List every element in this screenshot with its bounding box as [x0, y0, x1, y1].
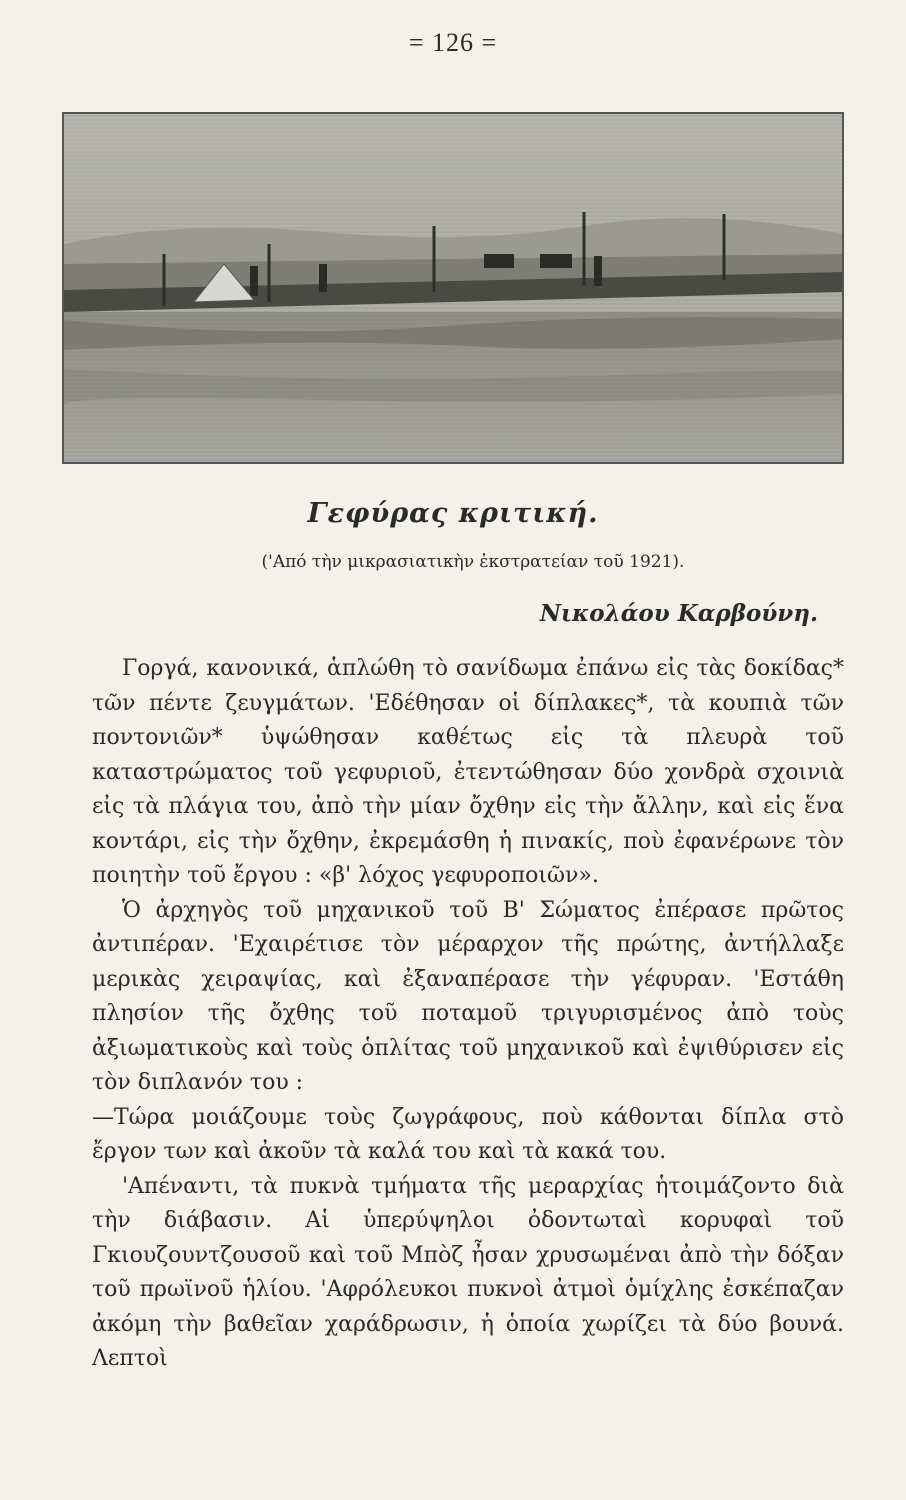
article-body: [92, 652, 844, 1377]
article-author: Νικολάου Καρβούνη.: [539, 600, 818, 627]
article-title: Γεφύρας κριτική.: [307, 498, 599, 529]
paragraph: —Τώρα μοιάζουμε τοὺς ζωγράφους, ποὺ κάθονται δίπλα στὸ ἔργον των καὶ ἀκοῦν τὰ καλά του καὶ τὰ κακά του.: [92, 1104, 844, 1164]
bridge-photograph: [62, 112, 844, 464]
paragraph: Γοργά, κανονικά, ἁπλώθη τὸ σανίδωμα ἐπάνω εἰς τὰς δοκίδας* τῶν πέντε ζευγμάτων. 'Εδέθησαν οἱ δίπλακες*, τὰ κουπιὰ τῶν ποντονιῶν* ὑψώθησαν καθέτως εἰς τὰ πλευρὰ τοῦ καταστρώματος τοῦ γεφυριοῦ, ἐτεντώθησαν δύο χονδρὰ σχοινιὰ εἰς τὰ πλάγια του, ἀπὸ τὴν μίαν ὄχθην εἰς τὴν ἄλλην, καὶ εἰς ἕνα κοντάρι, εἰς τὴν ὄχθην, ἐκρεμάσθη ἡ πινακίς, ποὺ ἐφανέρωνε τὸν ποιητὴν τοῦ ἔργου : «β' λόχος γεφυροποιῶν».: [92, 656, 844, 888]
paragraph: Ὁ ἀρχηγὸς τοῦ μηχανικοῦ τοῦ Β' Σώματος ἐπέρασε πρῶτος ἀντιπέραν. 'Εχαιρέτισε τὸν μέραρχον τῆς πρώτης, ἀντήλλαξε μερικὰς χειραψίας, καὶ ἐξαναπέρασε τὴν γέφυραν. 'Εστάθη πλησίον τῆς ὄχθης τοῦ ποταμοῦ τριγυρισμένος ἀπὸ τοὺς ἀξιωματικοὺς καὶ τοὺς ὁπλίτας τοῦ μηχανικοῦ καὶ ἐψιθύρισεν εἰς τὸν διπλανόν του :: [92, 897, 844, 1095]
page-number: = 126 =: [408, 28, 498, 57]
photo-bridge-illustration: [64, 114, 842, 462]
article-subtitle: ('Από τὴν μικρασιατικὴν ἐκστρατείαν τοῦ 1921).: [261, 552, 685, 572]
paragraph: 'Απέναντι, τὰ πυκνὰ τμήματα τῆς μεραρχίας ἡτοιμάζοντο διὰ τὴν διάβασιν. Αἱ ὑπερύψηλοι ὀδοντωταὶ κορυφαὶ τοῦ Γκιουζουντζουσοῦ καὶ τοῦ Μπὸζ ἦσαν χρυσωμέναι ἀπὸ τὴν δόξαν τοῦ πρωϊνοῦ ἡλίου. 'Αφρόλευκοι πυκνοὶ ἀτμοὶ ὁμίχλης ἐσκέπαζαν ἀκόμη τὴν βαθεῖαν χαράδρωσιν, ἡ ὁποία χωρίζει τὰ δύο βουνά. Λεπτοὶ: [92, 1173, 844, 1371]
